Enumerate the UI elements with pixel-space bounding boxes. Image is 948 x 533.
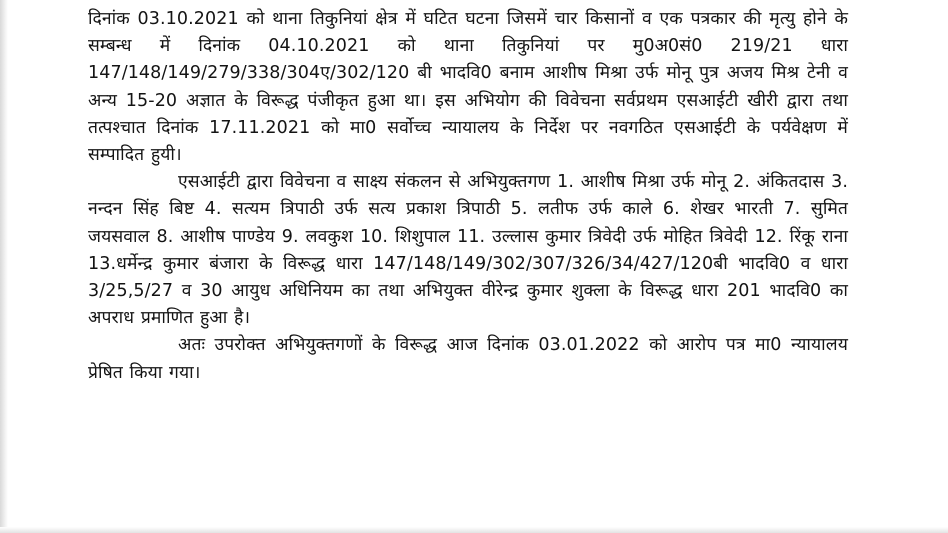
page-bottom-shadow: [0, 527, 948, 533]
letter-body: [88, 6, 848, 387]
paragraph-chargesheet: अतः उपरोक्त अभियुक्तगणों के विरूद्ध आज दिनांक 03.01.2022 को आरोप पत्र मा0 न्यायालय प्रेषित किया गया।: [88, 335, 848, 383]
page-edge-shadow: [0, 0, 8, 533]
paragraph-incident: दिनांक 03.10.2021 को थाना तिकुनियां क्षेत्र में घटित घटना जिसमें चार किसानों व एक पत्रकार की मृत्यु होने के सम्बन्ध में दिनांक 04.10.2021 को थाना तिकुनियां पर मु0अ0सं0 219/21 धारा 147/148/149/279/338/304ए/302/120 बी भादवि0 बनाम आशीष मिश्रा उर्फ मोनू पुत्र अजय मिश्र टेनी व अन्य 15-20 अज्ञात के विरूद्ध पंजीकृत हुआ था। इस अभियोग की विवेचना सर्वप्रथम एसआईटी खीरी द्वारा तथा तत्पश्चात दिनांक 17.11.2021 को मा0 सर्वोच्च न्यायालय के निर्देश पर नवगठित एसआईटी के पर्यवेक्षण में सम्पादित हुयी।: [88, 9, 848, 166]
paragraph-accused: एसआईटी द्वारा विवेचना व साक्ष्य संकलन से अभियुक्तगण 1. आशीष मिश्रा उर्फ मोनू 2. अंकितदास 3. नन्दन सिंह बिष्ट 4. सत्यम त्रिपाठी उर्फ सत्य प्रकाश त्रिपाठी 5. लतीफ उर्फ काले 6. शेखर भारती 7. सुमित जयसवाल 8. आशीष पाण्डेय 9. लवकुश 10. शिशुपाल 11. उल्लास कुमार त्रिवेदी उर्फ मोहित त्रिवेदी 12. रिंकू राना 13.धर्मेन्द्र कुमार बंजारा के विरूद्ध धारा 147/148/149/302/307/326/34/427/120बी भादवि0 व धारा 3/25,5/27 व 30 आयुध अधिनियम का तथा अभियुक्त वीरेन्द्र कुमार शुक्ला के विरूद्ध धारा 201 भादवि0 का अपराध प्रमाणित हुआ है।: [88, 172, 848, 329]
